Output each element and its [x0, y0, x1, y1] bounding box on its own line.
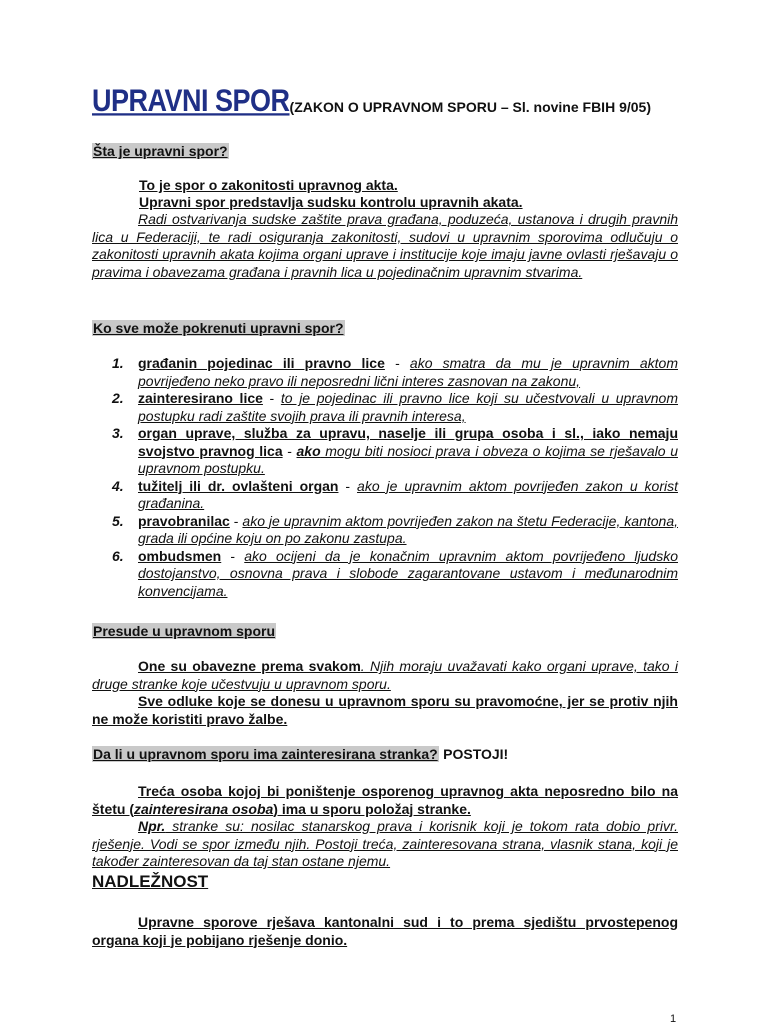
plaintiff-list — [112, 355, 678, 600]
s1-paragraph: Radi ostvarivanja sudske zaštite prava građana, poduzeća, ustanova i drugih pravnih lica u Federaciji, te radi osiguranja zakonitosti, sudovi u upravnim sporovima odlučuju o zakonitosti upravnih akata kojima organi uprave i institucije koje imaju javne ovlasti rješavaju o pravima i obavezama građana i pravnih lica u pojedinačnim upravnim stvarima. — [92, 211, 678, 280]
document-title: UPRAVNI SPOR — [92, 83, 290, 118]
page-number: 1 — [670, 1013, 677, 1025]
section-heading-2: Ko sve može pokrenuti upravni spor? — [93, 320, 344, 336]
list-item: 3. organ uprave, služba za upravu, naselje ili grupa osoba i sl., iako nemaju svojstvo pravnog lica - ako mogu biti nosioci prava i obveza o kojima se rješavalo u upravnom postupku. — [112, 425, 678, 476]
s3-paragraph-2: Sve odluke koje se donesu u upravnom sporu su pravomoćne, jer se protiv njih ne može koristiti pravo žalbe. — [92, 693, 678, 727]
section-heading-5: NADLEŽNOST — [92, 872, 209, 891]
section-heading-3: Presude u upravnom sporu — [93, 623, 276, 639]
list-item: 6. ombudsmen - ako ocijeni da je konačnim upravnim aktom povrijeđeno ljudsko dostojanstvo, osnovna prava i slobode zagarantovane ustavom i međunarodnim konvencijama. — [112, 547, 678, 599]
section-heading-4: Da li u upravnom sporu ima zainteresirana stranka? POSTOJI! — [93, 746, 509, 762]
s4-paragraph-2: Npr. stranke su: nosilac stanarskog prava i korisnik koji je tokom rata dobio privr. rješenje. Vodi se spor između njih. Postoji treća, zainteresovana strana, vlasnik stana, koji je također zainteresovan da taj stan ostane njemu. — [92, 818, 678, 869]
title-row — [92, 83, 651, 119]
law-reference: (ZAKON O UPRAVNOM SPORU – Sl. novine FBIH 9/05) — [289, 99, 651, 115]
s4-paragraph-1: Treća osoba kojoj bi poništenje osporenog upravnog akta neposredno bilo na štetu (zainteresirana osoba) ima u sporu položaj stranke. — [92, 783, 678, 817]
s5-paragraph: Upravne sporove rješava kantonalni sud i to prema sjedištu prvostepenog organa koji je pobijano rješenje donio. — [92, 914, 678, 948]
s1-line-1: To je spor o zakonitosti upravnog akta. — [139, 177, 398, 193]
s1-line-2: Upravni spor predstavlja sudsku kontrolu upravnih akata. — [139, 194, 523, 210]
section-heading-1: Šta je upravni spor? — [93, 143, 228, 159]
list-item: 5. pravobranilac - ako je upravnim aktom povrijeđen zakon na štetu Federacije, kantona, grada ili općine koju on po zakonu zastupa. — [112, 512, 678, 546]
list-item: 4. tužitelj ili dr. ovlašteni organ - ako je upravnim aktom povrijeđen zakon u korist građanina. — [112, 477, 678, 511]
answer-text: POSTOJI! — [443, 746, 509, 762]
list-item: 2. zainteresirano lice - to je pojedinac ili pravno lice koji su učestvovali u upravnom postupku radi zaštite svojih prava ili pravnih interesa, — [112, 390, 679, 424]
s3-paragraph-1: One su obavezne prema svakom. Njih moraju uvažavati kako organi uprave, tako i druge stranke koje učestvuju u upravnom sporu. — [92, 658, 679, 692]
list-item: 1. građanin pojedinac ili pravno lice - ako smatra da mu je upravnim aktom povrijeđeno neko pravo ili neposredni lični interes zasnovan na zakonu, — [112, 355, 678, 389]
